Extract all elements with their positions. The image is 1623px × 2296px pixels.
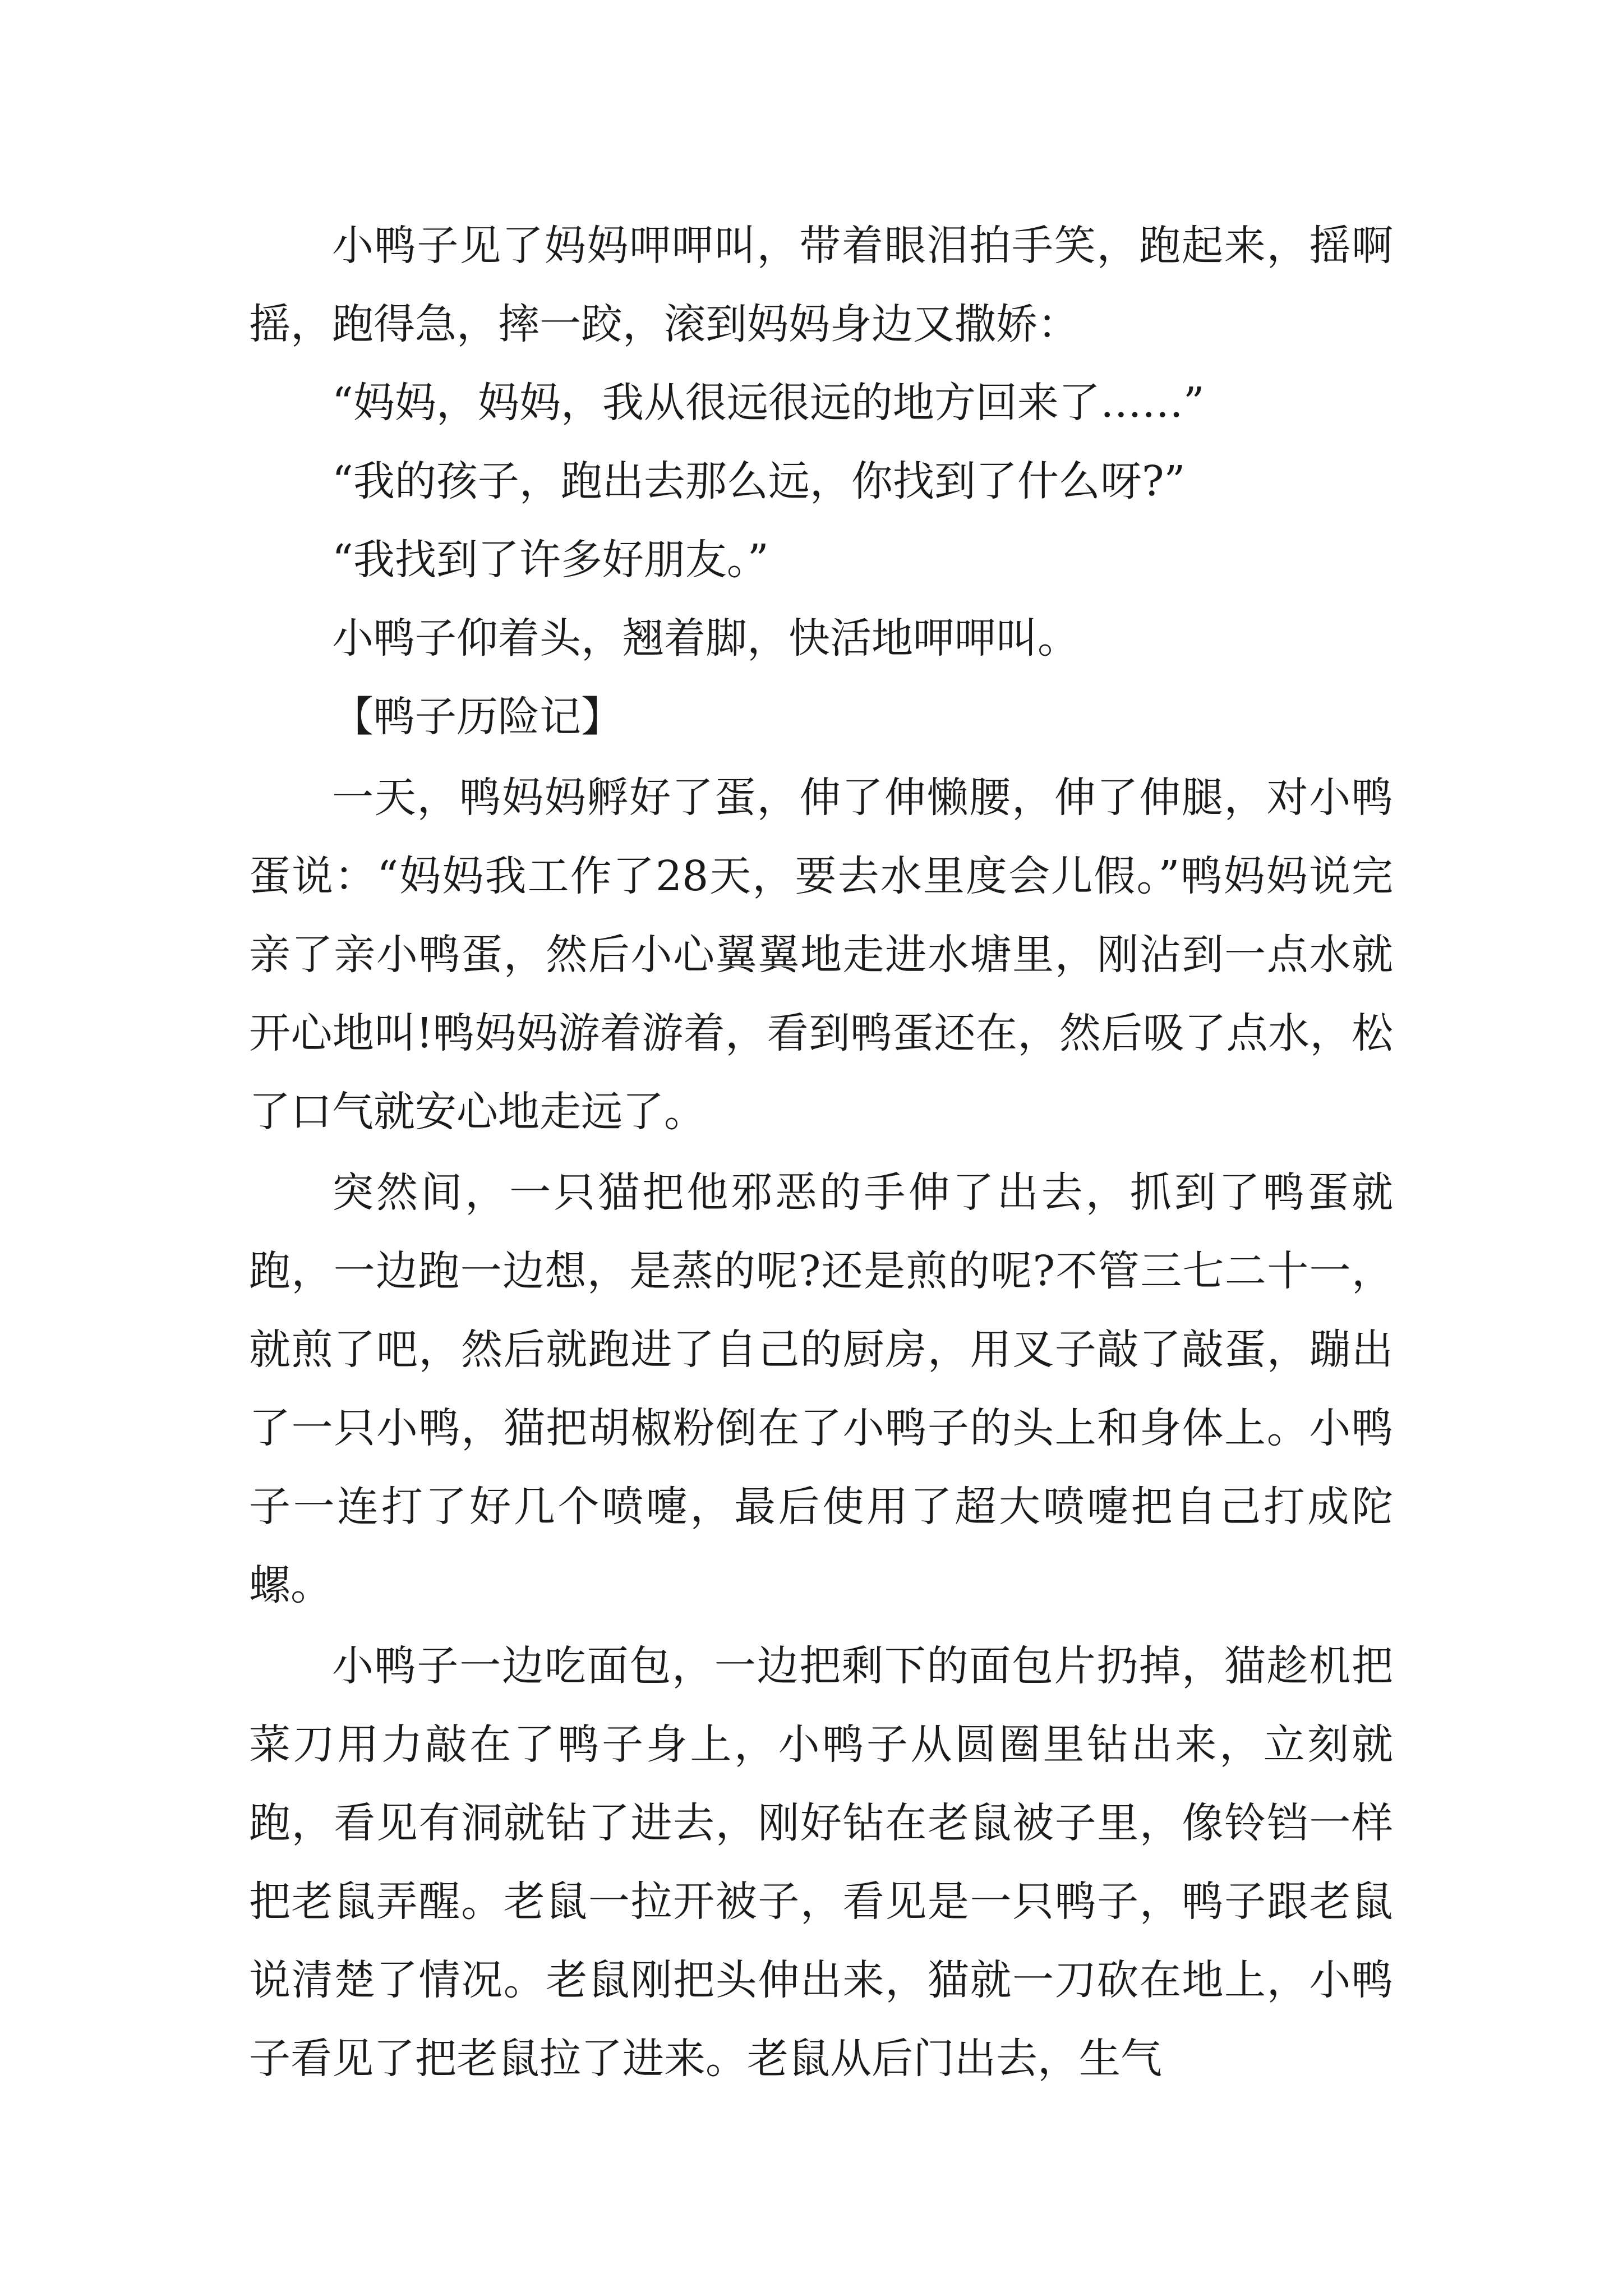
paragraph-5: 小鸭子仰着头，翘着脚，快活地呷呷叫。	[332, 614, 1079, 662]
paragraph-7: 突然间，一只猫把他邪恶的手伸了出去，抓到了鸭蛋就跑，一边跑一边想，是蒸的呢?还是煎的呢?不管三七二十一，就煎了吧，然后就跑进了自己的厨房，用叉子敲了敲蛋，蹦出了一只小鸭，猫把胡椒粉倒在了小鸭子的头上和身体上。小鸭子一连打了好几个喷嚏，最后使用了超大喷嚏把自己打成陀螺。	[249, 1168, 1393, 1609]
paragraph-6: 一天，鸭妈妈孵好了蛋，伸了伸懒腰，伸了伸腿，对小鸭蛋说：“妈妈我工作了28天，要去水里度会儿假。”鸭妈妈说完亲了亲小鸭蛋，然后小心翼翼地走进水塘里，刚沾到一点水就开心地叫!鸭妈妈游着游着，看到鸭蛋还在，然后吸了点水，松了口气就安心地走远了。	[249, 774, 1393, 1136]
paragraph-8: 小鸭子一边吃面包，一边把剩下的面包片扔掉，猫趁机把菜刀用力敲在了鸭子身上，小鸭子从圆圈里钻出来，立刻就跑，看见有洞就钻了进去，刚好钻在老鼠被子里，像铃铛一样把老鼠弄醒。老鼠一拉开被子，看见是一只鸭子，鸭子跟老鼠说清楚了情况。老鼠刚把头伸出来，猫就一刀砍在地上，小鸭子看见了把老鼠拉了进来。老鼠从后门出去，生气	[249, 1642, 1393, 2083]
paragraph-1: 小鸭子见了妈妈呷呷叫，带着眼泪拍手笑，跑起来，摇啊摇，跑得急，摔一跤，滚到妈妈身边又撒娇：	[249, 222, 1393, 348]
paragraph-2: “妈妈，妈妈，我从很远很远的地方回来了……”	[332, 379, 1205, 427]
document-body	[249, 206, 1393, 2098]
paragraph-4: “我找到了许多好朋友。”	[332, 536, 769, 584]
paragraph-3: “我的孩子，跑出去那么远，你找到了什么呀?”	[332, 457, 1186, 505]
section-heading: 【鸭子历险记】	[332, 693, 623, 741]
